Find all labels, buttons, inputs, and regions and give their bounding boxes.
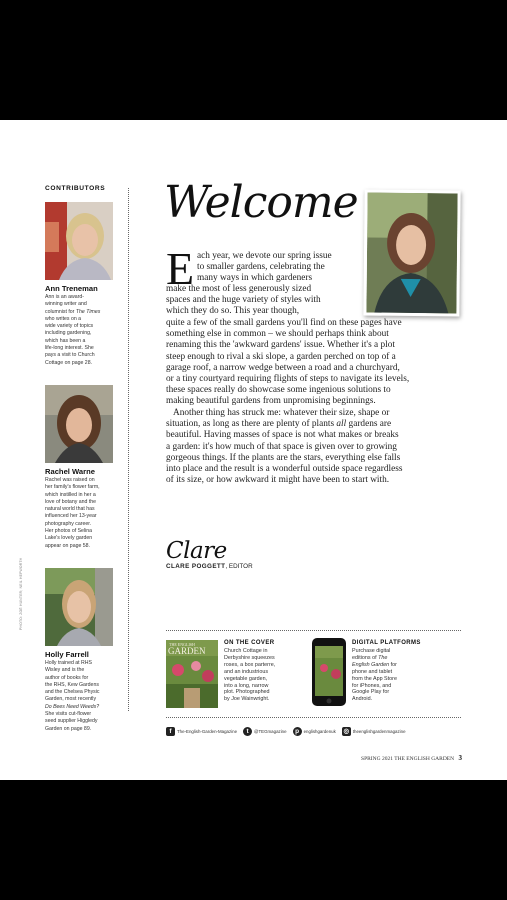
digital-section-title: DIGITAL PLATFORMS <box>352 640 421 646</box>
contributor-bio: Ann is an award- winning writer and columnist for The Times who writes on a wide variety of topics including gardening, which has been a life-long interest. She pays a visit to Church Cottage on page 28. <box>45 294 101 366</box>
facebook-link[interactable] <box>166 727 237 736</box>
cover-section-title: ON THE COVER <box>224 640 275 646</box>
contributor-photo-rachel-warne <box>45 385 113 463</box>
contributor-name: Ann Treneman <box>45 284 98 293</box>
instagram-link[interactable] <box>342 727 406 736</box>
contributor-photo-holly-farrell <box>45 568 113 646</box>
column-divider <box>128 188 129 711</box>
body-paragraph-2: Another thing has struck me: whatever their size, shape or situation, as long as there are plenty of plants all gardens are beautiful. Having masses of space is not what makes or breaks a garden: it's how much of that space is given over to growing gorgeous things. If the plants are the stars, everything else falls into place and the result is a wonderful outside space regardless of its size, or how awkward it might have been to start with. <box>166 408 403 486</box>
pinterest-handle: englishgardenuk <box>303 728 336 734</box>
page-footer <box>361 754 462 762</box>
cover-description: Church Cottage in Derbyshire squeezes roses, a box parterre, and an industrious vegetable garden, into a long, narrow plot. Photographed by Joe Wainwright. <box>224 648 276 703</box>
pinterest-link[interactable] <box>293 727 336 736</box>
body-paragraph-1: quite a few of the small gardens you'll find on these pages have something else in common – we should perhaps think about renaming this the 'awkward gardens' issue. Whether it's a plot steep enough to rival a ski slope, a garden perched on top of a garage roof, a narrow wedge between a road and a churchyard, or a tiny courtyard requiring flights of steps to navigate its levels, these spaces really do showcase some ingenious solutions to making beautiful gardens from unpromising beginnings. <box>166 318 410 407</box>
intro-text-continued: make the most of less generously sized spaces and the huge variety of styles with which they do so. This year though, <box>166 284 321 317</box>
magazine-page <box>0 120 507 780</box>
page-number: 3 <box>458 754 462 762</box>
cover-masthead: GARDEN <box>168 646 206 656</box>
instagram-icon: ◎ <box>343 727 350 735</box>
facebook-handle: The-English-Garden-Magazine <box>177 728 238 734</box>
cover-thumbnail <box>166 640 218 708</box>
phone-illustration <box>312 638 346 706</box>
editor-photo <box>363 190 460 317</box>
page-title: Welcome <box>164 177 358 228</box>
photo-credit: PHOTO: ZOË HUNTER; NEIL HEPWORTH <box>19 557 23 630</box>
cover-masthead-small: THE ENGLISH <box>169 642 195 647</box>
social-links <box>166 725 466 737</box>
contributors-column <box>45 185 113 732</box>
drop-cap: E <box>166 243 195 294</box>
digital-description: Purchase digital editions of The English Garden for phone and tablet from the App Store for iPhones, and Google Play for Android. <box>352 648 397 703</box>
twitter-link[interactable] <box>243 727 287 736</box>
instagram-handle: theenglishgardenmagazine <box>352 728 406 734</box>
facebook-icon: f <box>166 727 175 736</box>
divider-bottom <box>166 717 461 718</box>
pinterest-icon: p <box>293 727 302 736</box>
footer-magazine: THE ENGLISH GARDEN <box>394 756 455 762</box>
editor-credit: CLARE POGGETT, EDITOR <box>166 563 253 570</box>
editor-signature: Clare <box>166 538 227 564</box>
divider-top <box>166 630 461 631</box>
contributor-name: Holly Farrell <box>45 650 89 659</box>
contributor-bio: Rachel was raised on her family's flower farm, which instilled in her a love of botany and the natural world that has influenced her 13-year photography career. Her photos of Selina Lake's lovely garden appear on page 58. <box>45 477 100 549</box>
twitter-handle: @TEGmagazine <box>254 728 287 734</box>
twitter-icon: t <box>243 727 252 736</box>
contributor-photo-ann-treneman <box>45 202 113 280</box>
intro-text: ach year, we devote our spring issue to smaller gardens, celebrating the many ways in which gardeners <box>197 251 332 284</box>
contributor-bio: Holly trained at RHS Wisley and is the author of books for the RHS, Kew Gardens and the Chelsea Physic Garden, most recently Do Bees Need Weeds? She visits cut-flower seed supplier Higgledy Garden on page 89. <box>45 660 100 732</box>
contributor-name: Rachel Warne <box>45 467 95 476</box>
footer-issue: SPRING 2021 <box>361 756 393 762</box>
contributors-heading: CONTRIBUTORS <box>45 185 106 192</box>
